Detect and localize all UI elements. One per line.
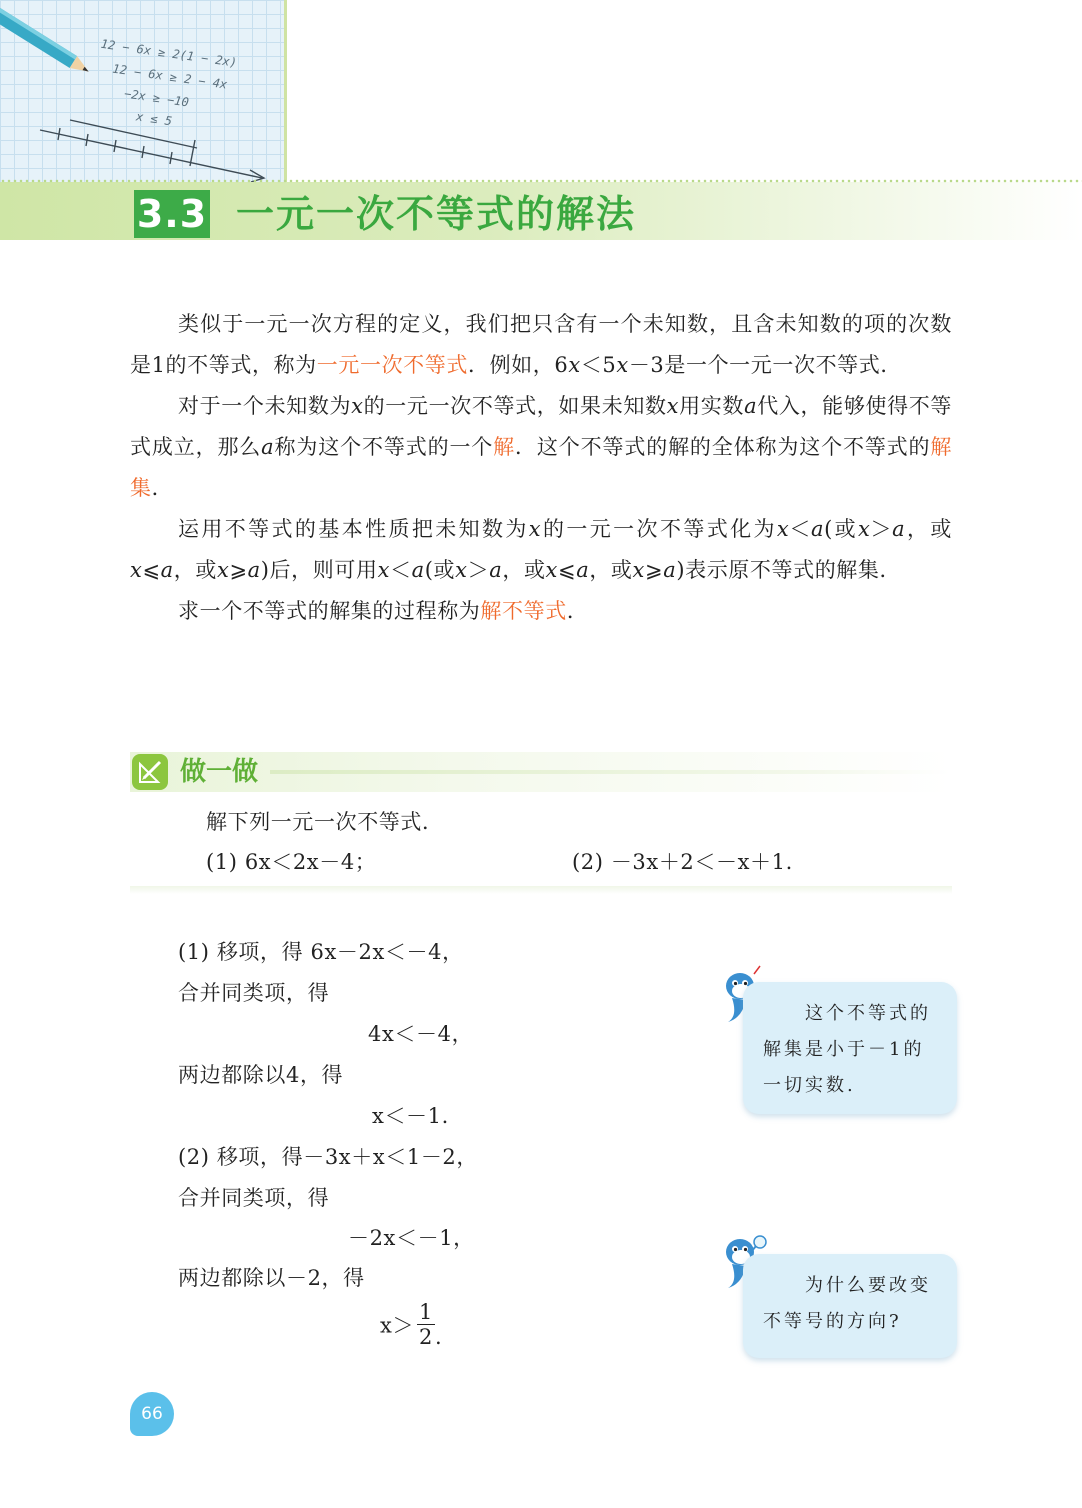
number-line xyxy=(40,120,264,182)
fraction-one-half: $\frac{1}{2}$ xyxy=(419,1300,434,1349)
pencil-and-notes-illustration xyxy=(0,0,284,182)
solution-line-5: x＜－1. xyxy=(372,1104,449,1128)
pencil-icon xyxy=(0,0,92,78)
page-number: 66 xyxy=(141,1404,163,1424)
paragraph-method: 运用不等式的基本性质把未知数为x的一元一次不等式化为x＜a(或x＞a，或x⩽a，或x⩾a)后，则可用x＜a(或x＞a，或x⩽a，或x⩾a)表示原不等式的解集． xyxy=(130,517,952,582)
pencil-ruler-icon xyxy=(132,754,168,790)
solution-line-9: 两边都除以－2，得 xyxy=(178,1266,365,1290)
hint-bubble-1-line-3: 一切实数. xyxy=(763,1075,856,1096)
paragraph-solving: 求一个不等式的解集的过程称为解不等式． xyxy=(178,599,589,623)
section-number: 3.3 xyxy=(136,192,208,236)
header-divider xyxy=(284,0,287,182)
exercise-bottom-rule xyxy=(130,886,952,894)
solution-line-7: 合并同类项，得 xyxy=(178,1186,330,1210)
intro-text xyxy=(130,304,952,632)
solution-line-4: 两边都除以4，得 xyxy=(178,1063,344,1087)
section-title: 一元一次不等式的解法 xyxy=(236,192,637,236)
paragraph-definition: 类似于一元一次方程的定义，我们把只含有一个未知数，且含未知数的项的次数是1的不等式，称为一元一次不等式．例如，6x＜5x－3是一个一元一次不等式． xyxy=(130,312,952,377)
exercise-header-rule xyxy=(270,770,950,774)
hint-bubble-1-line-1: 这个不等式的 xyxy=(805,1003,931,1024)
solution-line-6: (2) 移项，得－3x＋x＜1－2， xyxy=(178,1145,478,1169)
solution-line-8: －2x＜－1， xyxy=(348,1226,475,1250)
exercise-item-1: (1) 6x＜2x－4； xyxy=(206,850,377,874)
photo-line-4: x ≤ 5 xyxy=(135,109,173,129)
exercise-prompt: 解下列一元一次不等式． xyxy=(206,810,444,834)
hint-bubble-1-line-2: 解集是小于－1的 xyxy=(763,1039,925,1060)
photo-line-3: −2x ≥ −10 xyxy=(123,86,190,110)
header-dotted-rule xyxy=(0,179,1082,183)
term-solution-set: 解集 xyxy=(130,435,953,500)
hint-bubble-1 xyxy=(743,982,957,1114)
term-solution: 解 xyxy=(493,435,516,459)
section-number-badge xyxy=(134,190,210,238)
photo-line-1: 12 − 6x ≥ 2(1 − 2x) xyxy=(99,36,238,70)
exercise-title: 做一做 xyxy=(180,757,259,787)
hint-bubble-2 xyxy=(743,1254,957,1358)
page-number-badge xyxy=(130,1392,174,1436)
term-solving-inequality: 解不等式 xyxy=(480,599,567,623)
exercise-item-2: (2) －3x＋2＜－x＋1. xyxy=(572,850,793,874)
paragraph-solution: 对于一个未知数为x的一元一次不等式，如果未知数x用实数a代入，能够使得不等式成立，那么a称为这个不等式的一个解．这个不等式的解的全体称为这个不等式的解集． xyxy=(130,394,953,500)
solution-line-2: 合并同类项，得 xyxy=(178,981,330,1005)
hint-bubble-2-line-2: 不等号的方向? xyxy=(763,1311,902,1332)
photo-line-2: 12 − 6x ≥ 2 − 4x xyxy=(111,61,229,92)
term-linear-inequality: 一元一次不等式 xyxy=(316,353,468,377)
solution-line-10: x＞ $\frac{1}{2}$ . xyxy=(380,1300,443,1349)
solution-line-1: (1) 移项，得 6x－2x＜－4， xyxy=(178,940,464,964)
solution-line-3: 4x＜－4， xyxy=(368,1022,474,1046)
header-photo xyxy=(0,0,284,182)
hint-bubble-2-line-1: 为什么要改变 xyxy=(805,1275,931,1296)
